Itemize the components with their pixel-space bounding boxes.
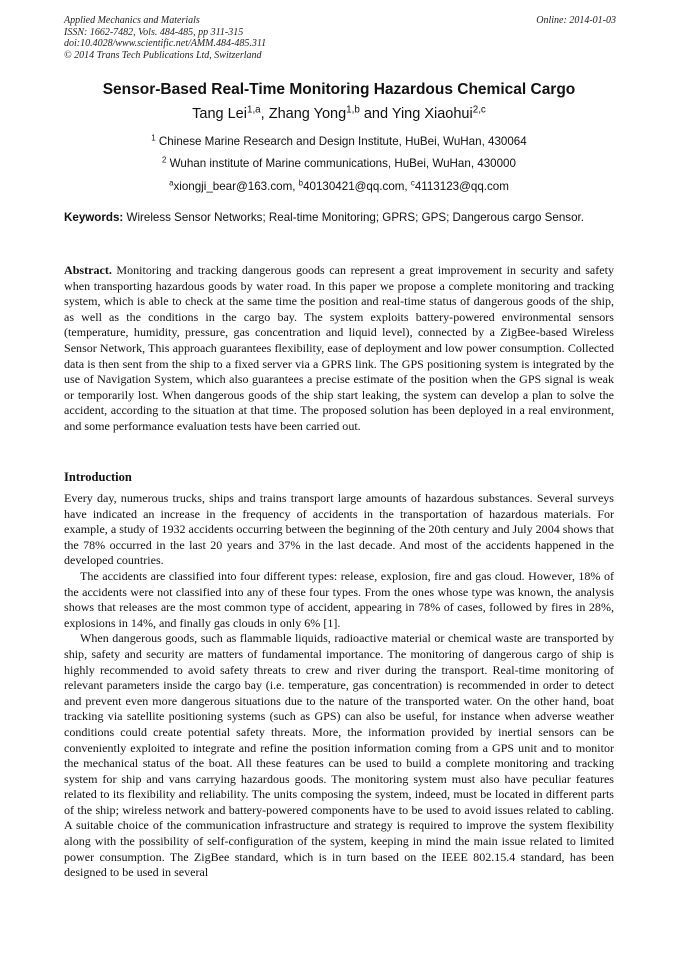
affiliation-2: [0, 157, 678, 170]
journal-name: Applied Mechanics and Materials: [64, 15, 200, 26]
introduction-heading: Introduction: [64, 470, 132, 484]
copyright-line: © 2014 Trans Tech Publications Ltd, Switzerland: [64, 49, 262, 61]
email-text: xiongji_bear@163.com,: [173, 180, 299, 193]
paper-title: Sensor-Based Real-Time Monitoring Hazardous Chemical Cargo: [102, 81, 576, 98]
doi-line: doi:10.4028/www.scientific.net/AMM.484-485.311: [64, 38, 267, 50]
author-affiliation-mark: 1,b: [346, 104, 360, 116]
affiliation-mark: 2: [162, 155, 167, 165]
author-name: Zhang Yong: [268, 106, 347, 122]
journal-header: [64, 15, 616, 61]
email-mark: b: [298, 178, 304, 188]
introduction-body: [64, 491, 614, 881]
abstract-label: Abstract.: [64, 263, 112, 277]
affiliation-1: [0, 135, 678, 148]
email-list: [0, 180, 678, 193]
author-name: Tang Lei: [192, 106, 247, 122]
email-text: 4113123@qq.com: [414, 180, 509, 193]
keywords-label: Keywords:: [64, 211, 124, 224]
abstract-section: [64, 263, 614, 435]
affiliation-text: Chinese Marine Research and Design Institute, HuBei, WuHan, 430064: [158, 135, 527, 148]
keywords-text: Wireless Sensor Networks; Real-time Monitoring; GPRS; GPS; Dangerous cargo Sensor.: [126, 211, 584, 224]
author-affiliation-mark: 1,a: [246, 104, 261, 116]
affiliation-mark: 1: [151, 133, 156, 143]
author-separator: ,: [260, 106, 269, 122]
author-name: Ying Xiaohui: [391, 106, 473, 122]
issn-line: ISSN: 1662-7482, Vols. 484-485, pp 311-315: [64, 26, 244, 38]
body-paragraph: When dangerous goods, such as flammable liquids, radioactive material or chemical waste are transported by ship, safety and security are matters of fundamental importance. The monitoring of dangerous cargo of ship is highly recommended to avoid safety threats to crew and river during the transport. Real-time monitoring of relevant parameters inside the cargo bay (i.e. temperature, gas concentration) is recommended in order to detect and prevent even more dangerous situations due to the nature of the transported water. On the other hand, boat tracking via satellite positioning systems (such as GPS) can also be useful, for instance when adverse weather conditions could create potential safety threats. More, the information provided by inertial sensors can be conveniently exploited to integrate and refine the position information coming from a GPS unit and to monitor the mechanical status of the boat. All these features can be used to build a complete monitoring and tracking system for ship and vans carrying hazardous goods. The monitoring system must also have peculiar features related to its flexibility and reliability. The units composing the system, indeed, must be located in different parts of the ship; wireless network and battery-powered components have to be used to avoid issues related to cabling. A suitable choice of the communication infrastructure and strategy is required to improve the system flexibility along with the possibility of self-configuration of the system, keeping in mind the main issue related to limited power consumption. The ZigBee standard, which is in turn based on the IEEE 802.15.4 standard, has been designed to be used in several: [64, 631, 614, 880]
author-affiliation-mark: 2,c: [472, 104, 486, 116]
email-mark: c: [410, 178, 415, 188]
email-text: 40130421@qq.com,: [303, 180, 411, 193]
body-paragraph: Every day, numerous trucks, ships and trains transport large amounts of hazardous substances. Several surveys have indicated an increase in the frequency of accidents in the transportation of hazardous materials. For example, a study of 1932 accidents occurring between the beginning of the 20th century and July 2004 shows that the 78% occurred in the last 20 years and 37% in the last decade. And most of the accidents happened in the developed countries.: [64, 491, 614, 568]
keywords-section: [64, 210, 614, 226]
email-mark: a: [169, 178, 174, 188]
affiliation-text: Wuhan institute of Marine communications, HuBei, WuHan, 430000: [169, 157, 516, 170]
body-paragraph: The accidents are classified into four different types: release, explosion, fire and gas cloud. However, 18% of the accidents were not classified into any of these four types. From the ones whose type was known, the analysis shows that releases are the most common type of accident, appearing in 78% of cases, followed by fires in 28%, explosions in 14%, and finally gas clouds in only 6% [1].: [64, 568, 614, 630]
author-separator: and: [359, 106, 392, 122]
online-date: Online: 2014-01-03: [536, 15, 616, 26]
abstract-text: Monitoring and tracking dangerous goods can represent a great improvement in security and safety when transporting hazardous goods by water road. In this paper we propose a complete monitoring and tracking system, which is able to check at the same time the position and real-time status of dangerous goods of the ship, as well as the conditions in the cargo bay. The system exploits battery-powered environmental sensors (temperature, humidity, pressure, gas concentration and liquid level), connected by a ZigBee-based Wireless Sensor Network, This approach guarantees flexibility, ease of deployment and low power consumption. Collected data is then sent from the ship to a fixed server via a GPRS link. The GPS positioning system is integrated by the use of Navigation System, which also guarantees a precise estimate of the position when the GPS signal is weak or temporarily lost. When dangerous goods of the ship start leaking, the system can develop a plan to solve the accident, according to the situation at that time. The proposed solution has been deployed in a real environment, and some performance evaluation tests have been carried out.: [64, 263, 614, 433]
author-list: [0, 106, 678, 122]
